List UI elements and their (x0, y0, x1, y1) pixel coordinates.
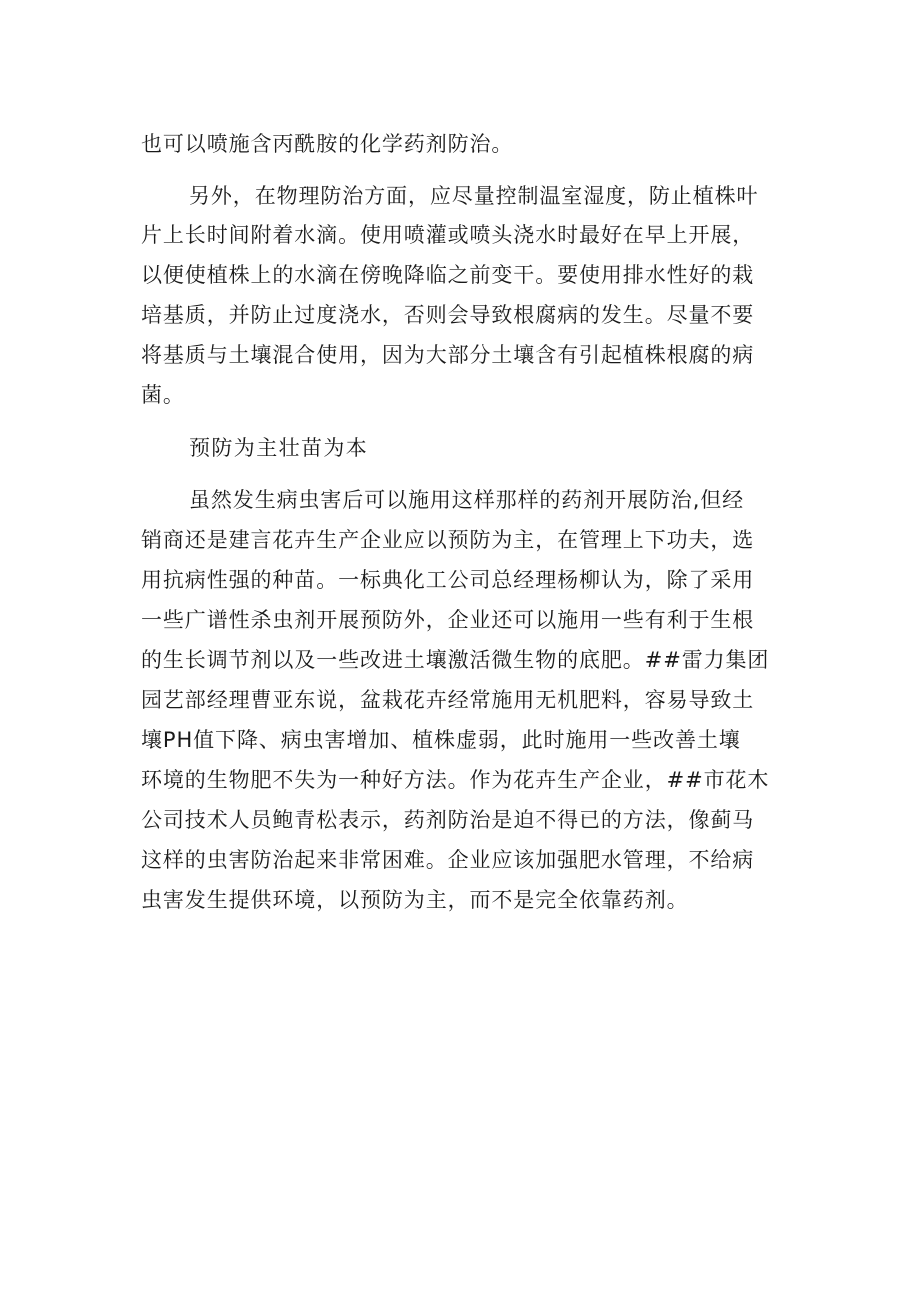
text-line: 片上长时间附着水滴。使用喷灌或喷头浇水时最好在早上开展， (141, 223, 755, 247)
text-line: 公司技术人员鲍青松表示，药剂防治是迫不得已的方法，像蓟马 (141, 808, 755, 832)
text-line: 以便使植株上的水滴在傍晚降临之前变干。要使用排水性好的栽 (141, 263, 755, 287)
text-line: 销商还是建言花卉生产企业应以预防为主，在管理上下功夫，选 (141, 528, 755, 552)
text-line: 另外，在物理防治方面，应尽量控制温室湿度，防止植株叶 (189, 184, 759, 208)
section-heading: 预防为主壮苗为本 (189, 436, 369, 460)
text-line: 壤PH值下降、病虫害增加、植株虚弱，此时施用一些改善土壤 (141, 728, 741, 752)
text-line: 菌。 (141, 383, 185, 407)
text-line: 虫害发生提供环境，以预防为主，而不是完全依靠药剂。 (141, 888, 689, 912)
text-line: 培基质，并防止过度浇水，否则会导致根腐病的发生。尽量不要 (141, 303, 755, 327)
text-line: 园艺部经理曹亚东说，盆栽花卉经常施用无机肥料，容易导致土 (141, 688, 755, 712)
text-line: 将基质与土壤混合使用，因为大部分土壤含有引起植株根腐的病 (141, 343, 755, 367)
text-line: 这样的虫害防治起来非常困难。企业应该加强肥水管理，不给病 (141, 848, 755, 872)
text-line: 的生长调节剂以及一些改进土壤激活微生物的底肥。##雷力集团 (141, 648, 770, 672)
text-line: 用抗病性强的种苗。一标典化工公司总经理杨柳认为，除了采用 (141, 568, 755, 592)
text-line: 虽然发生病虫害后可以施用这样那样的药剂开展防治,但经 (189, 488, 745, 512)
text-line: 也可以喷施含丙酰胺的化学药剂防治。 (141, 132, 514, 156)
text-line: 一些广谱性杀虫剂开展预防外，企业还可以施用一些有利于生根 (141, 608, 755, 632)
text-line: 环境的生物肥不失为一种好方法。作为花卉生产企业，##市花木 (141, 768, 770, 792)
